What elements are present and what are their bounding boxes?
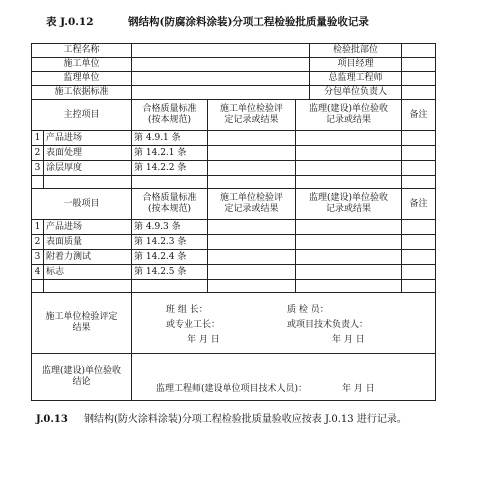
footnote: [36, 410, 407, 425]
general-items-header: 一般项目: [32, 189, 132, 220]
inspector-date: 年 月 日: [332, 335, 365, 345]
construction-result-cell[interactable]: [208, 265, 296, 280]
supervision-unit-label: 监理单位: [32, 72, 132, 86]
inspection-record-table: [31, 43, 436, 401]
construction-result-cell[interactable]: [208, 131, 296, 146]
supervisor-signer-label: 监理工程师(建设单位项目技术人员)：: [156, 384, 308, 394]
table-row: [32, 146, 436, 161]
inspection-lot-label: 检验批部位: [310, 44, 402, 58]
row-number: 2: [32, 146, 44, 161]
inspector-label: 质 检 员：: [287, 305, 329, 315]
standard-clause: 第 14.2.2 条: [132, 161, 208, 176]
main-header-row: [32, 100, 436, 131]
construction-result-header: 施工单位检验评 定记录或结果: [208, 100, 296, 131]
project-name-label: 工程名称: [32, 44, 132, 58]
row-number: 1: [32, 220, 44, 235]
blank-row: [32, 176, 436, 189]
footnote-text: 钢结构(防火涂料涂装)分项工程检验批质量验收应按表 J.0.13 进行记录。: [84, 414, 407, 425]
standard-clause: 第 14.2.1 条: [132, 146, 208, 161]
table-row: [32, 250, 436, 265]
project-name-value[interactable]: [132, 44, 310, 58]
supervision-result-cell[interactable]: [296, 235, 402, 250]
item-name: 表面质量: [44, 235, 132, 250]
supervision-result-cell[interactable]: [296, 265, 402, 280]
item-name: 表面处理: [44, 146, 132, 161]
remark-cell[interactable]: [402, 265, 436, 280]
general-header-row: [32, 189, 436, 220]
item-name: 涂层厚度: [44, 161, 132, 176]
project-manager-label: 项目经理: [310, 58, 402, 72]
construction-unit-label: 施工单位: [32, 58, 132, 72]
item-name: 附着力测试: [44, 250, 132, 265]
construction-eval-row: [32, 293, 436, 354]
row-number: 3: [32, 250, 44, 265]
construction-date: 年 月 日: [187, 335, 220, 345]
supervision-result-cell[interactable]: [296, 161, 402, 176]
construction-result-cell[interactable]: [208, 161, 296, 176]
construction-result-cell[interactable]: [208, 235, 296, 250]
blank-row: [32, 280, 436, 293]
standard-clause: 第 14.2.3 条: [132, 235, 208, 250]
standard-clause: 第 4.9.1 条: [132, 131, 208, 146]
supervision-result-cell[interactable]: [296, 220, 402, 235]
row-number: 3: [32, 161, 44, 176]
remark-cell[interactable]: [402, 250, 436, 265]
remark-cell[interactable]: [402, 161, 436, 176]
construction-unit-value[interactable]: [132, 58, 310, 72]
supervision-conclusion-label: 监理(建设)单位验收 结论: [32, 354, 132, 401]
supervision-result-cell[interactable]: [296, 146, 402, 161]
table-title: 钢结构(防腐涂料涂装)分项工程检验批质量验收记录: [128, 16, 369, 28]
info-row: [32, 58, 436, 72]
construction-result-cell[interactable]: [208, 250, 296, 265]
foreman-label: 或专业工长：: [166, 320, 221, 330]
remark-cell[interactable]: [402, 131, 436, 146]
supervision-result-cell[interactable]: [296, 250, 402, 265]
supervision-result-header: 监理(建设)单位验收 记录或结果: [296, 100, 402, 131]
subcontract-manager-value[interactable]: [402, 86, 436, 100]
row-number: 2: [32, 235, 44, 250]
subcontract-manager-label: 分包单位负责人: [310, 86, 402, 100]
info-row: [32, 72, 436, 86]
supervision-date: 年 月 日: [342, 384, 375, 394]
remark-header: 备注: [402, 100, 436, 131]
table-row: [32, 161, 436, 176]
supervision-unit-value[interactable]: [132, 72, 310, 86]
row-number: 1: [32, 131, 44, 146]
standard-clause: 第 4.9.3 条: [132, 220, 208, 235]
basis-standard-value[interactable]: [132, 86, 310, 100]
construction-result-header: 施工单位检验评 定记录或结果: [208, 189, 296, 220]
basis-standard-label: 施工依据标准: [32, 86, 132, 100]
project-manager-value[interactable]: [402, 58, 436, 72]
chief-supervisor-value[interactable]: [402, 72, 436, 86]
standard-clause: 第 14.2.5 条: [132, 265, 208, 280]
construction-result-cell[interactable]: [208, 220, 296, 235]
table-row: [32, 265, 436, 280]
item-name: 产品进场: [44, 220, 132, 235]
remark-header: 备注: [402, 189, 436, 220]
row-number: 4: [32, 265, 44, 280]
info-row: [32, 44, 436, 58]
construction-result-cell[interactable]: [208, 146, 296, 161]
standard-clause: 第 14.2.4 条: [132, 250, 208, 265]
item-name: 标志: [44, 265, 132, 280]
remark-cell[interactable]: [402, 220, 436, 235]
main-items-header: 主控项目: [32, 100, 132, 131]
footnote-number: J.0.13: [36, 414, 68, 425]
info-row: [32, 86, 436, 100]
table-row: [32, 235, 436, 250]
inspection-lot-value[interactable]: [402, 44, 436, 58]
remark-cell[interactable]: [402, 235, 436, 250]
supervision-conclusion-sign-area[interactable]: [132, 354, 436, 401]
construction-eval-label: 施工单位检验评定 结果: [32, 293, 132, 354]
remark-cell[interactable]: [402, 146, 436, 161]
standard-header: 合格质量标准 (按本规范): [132, 189, 208, 220]
table-heading: [46, 14, 369, 29]
table-row: [32, 220, 436, 235]
standard-header: 合格质量标准 (按本规范): [132, 100, 208, 131]
supervision-result-cell[interactable]: [296, 131, 402, 146]
item-name: 产品进场: [44, 131, 132, 146]
team-leader-label: 班 组 长：: [166, 305, 208, 315]
supervision-result-header: 监理(建设)单位验收 记录或结果: [296, 189, 402, 220]
tech-lead-label: 或项目技术负责人：: [287, 320, 369, 330]
table-number: 表 J.0.12: [46, 16, 94, 28]
table-row: [32, 131, 436, 146]
supervision-conclusion-row: [32, 354, 436, 401]
construction-eval-sign-area[interactable]: [132, 293, 436, 354]
chief-supervisor-label: 总监理工程师: [310, 72, 402, 86]
